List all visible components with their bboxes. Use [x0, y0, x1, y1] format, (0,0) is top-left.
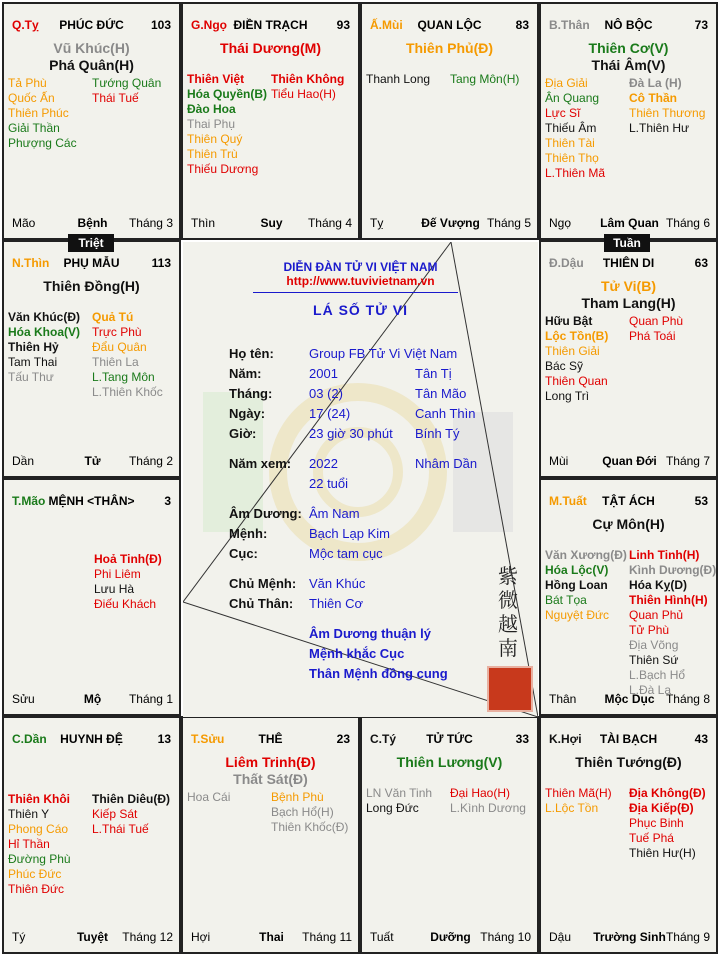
stem-branch: Ấ.Mùi: [370, 18, 403, 32]
life-phase: Tử: [84, 454, 101, 468]
info-value: Âm Nam: [309, 506, 360, 521]
minor-stars-left: [8, 310, 80, 385]
minor-star: Đường Phù: [8, 852, 71, 866]
minor-stars-right: [92, 792, 170, 837]
info-label: Ngày:: [229, 406, 266, 421]
minor-star: L.Thiên Khốc: [92, 385, 163, 399]
minor-star: L.Thái Tuế: [92, 822, 149, 836]
info-row: [183, 426, 538, 444]
palace-footer: [370, 216, 531, 230]
life-phase: Quan Đới: [602, 454, 657, 468]
life-phase: Bệnh: [77, 216, 108, 230]
info-row: [183, 506, 538, 524]
major-star: Phá Quân(H): [49, 57, 134, 73]
month-label: Tháng 6: [665, 216, 710, 230]
palace-name: THIÊN DI: [602, 256, 655, 270]
minor-star: L.Tang Môn: [92, 370, 155, 384]
major-star: Tử Vi(B): [601, 278, 656, 294]
month-label: Tháng 4: [307, 216, 352, 230]
minor-star: Long Đức: [366, 801, 419, 815]
major-star: Thái Dương(M): [220, 40, 321, 56]
minor-star: L.Thiên Hư: [629, 121, 690, 135]
minor-star: Hoa Cái: [187, 790, 231, 804]
minor-star: Quan Phù: [629, 314, 684, 328]
minor-star: Phúc Đức: [8, 867, 62, 881]
life-phase: Mộc Dục: [604, 692, 655, 706]
minor-star: Trực Phù: [92, 325, 142, 339]
palace-ty2[interactable]: [360, 716, 539, 954]
minor-star: Thiên Diêu(Đ): [92, 792, 170, 806]
info-label: Mệnh:: [229, 526, 268, 541]
major-star: Tham Lang(H): [581, 295, 676, 311]
info-value: 22 tuổi: [309, 476, 349, 491]
branch-label: Sửu: [12, 692, 35, 706]
chart-note: Mệnh khắc Cục: [309, 646, 405, 661]
branch-label: Thìn: [191, 216, 216, 230]
minor-stars-left: [545, 314, 608, 404]
minor-star: Thiếu Dương: [187, 162, 259, 176]
minor-stars-right: [450, 786, 526, 816]
life-phase: Lâm Quan: [600, 216, 659, 230]
major-star: Thiên Tướng(Đ): [575, 754, 682, 770]
branch-label: Dậu: [549, 930, 572, 944]
info-row: [183, 456, 538, 474]
branch-label: Tý: [12, 930, 26, 944]
minor-star: Thiên Tài: [545, 136, 595, 150]
minor-star: Lực Sĩ: [545, 106, 581, 120]
minor-star: Đà La (H): [629, 76, 682, 90]
minor-star: Bệnh Phù: [271, 790, 324, 804]
palace-footer: [12, 454, 173, 468]
minor-star: Tang Môn(H): [450, 72, 520, 86]
triet-tag: Triệt: [68, 234, 114, 252]
palace-footer: [549, 930, 710, 944]
palace-header: [549, 256, 708, 272]
branch-label: Tuất: [370, 930, 394, 944]
palace-footer: [549, 454, 710, 468]
branch-label: Thân: [549, 692, 577, 706]
minor-star: Thiên Quý: [187, 132, 243, 146]
minor-star: Lưu Hà: [94, 582, 135, 596]
minor-stars-right: [271, 72, 344, 102]
minor-star: Thiên Mã(H): [545, 786, 612, 800]
major-star: Thất Sát(Đ): [233, 771, 308, 787]
minor-stars-right: [92, 76, 161, 106]
life-phase: Tuyệt: [76, 930, 109, 944]
minor-stars-left: [366, 72, 430, 87]
dai-han-number: 103: [150, 18, 171, 32]
info-row: [183, 406, 538, 424]
minor-star: Thiên Thương: [629, 106, 706, 120]
info-value: Group FB Tử Vi Việt Nam: [309, 346, 458, 361]
info-value: 2001: [309, 366, 338, 381]
palace-footer: [191, 930, 352, 944]
palace-footer: [12, 692, 173, 706]
minor-star: Thiên Không: [271, 72, 345, 86]
info-label: Tháng:: [229, 386, 273, 401]
stem-branch: C.Tý: [370, 732, 397, 746]
minor-star: Hoả Tinh(Đ): [94, 552, 162, 566]
palace-name: NÔ BỘC: [604, 18, 653, 32]
stem-branch: C.Dần: [12, 732, 47, 746]
minor-star: Hóa Quyền(B): [187, 87, 268, 101]
month-label: Tháng 10: [480, 930, 531, 944]
minor-star: Quan Phủ: [629, 608, 684, 622]
minor-star: Phượng Các: [8, 136, 77, 150]
minor-star: Bát Tọa: [545, 593, 587, 607]
minor-star: Thiên Hỷ: [8, 340, 59, 354]
minor-star: Thiên Hư(H): [629, 846, 696, 860]
minor-stars-left: [366, 786, 432, 816]
minor-stars-right: [450, 72, 519, 87]
info-value: Mộc tam cục: [309, 546, 383, 561]
minor-star: L.Bạch Hổ: [629, 668, 686, 682]
month-label: Tháng 5: [486, 216, 531, 230]
minor-star: Kiếp Sát: [92, 807, 138, 821]
minor-star: Thiên Phúc: [8, 106, 69, 120]
minor-star: L.Thiên Mã: [545, 166, 606, 180]
minor-star: Thiên Khôi: [8, 792, 70, 806]
palace-name: HUYNH ĐỆ: [60, 732, 123, 746]
palace-dau[interactable]: [539, 240, 718, 478]
branch-label: Tỵ: [370, 216, 384, 230]
minor-star: Thiên Đức: [8, 882, 65, 896]
minor-star: Thiên Giải: [545, 344, 600, 358]
minor-star: Hỉ Thần: [8, 837, 50, 851]
minor-star: Đại Hao(H): [450, 786, 511, 800]
palace-header: [370, 732, 529, 748]
tuan-tag: Tuần: [604, 234, 650, 252]
major-star: Thiên Cơ(V): [588, 40, 669, 56]
major-star: Cự Môn(H): [592, 516, 665, 532]
info-label: Chủ Mệnh:: [229, 576, 297, 591]
dai-han-number: 83: [515, 18, 529, 32]
minor-star: Thiên La: [92, 355, 139, 369]
dai-han-number: 13: [157, 732, 171, 746]
major-star: Thái Âm(V): [591, 57, 666, 73]
minor-stars-right: [629, 548, 716, 698]
minor-star: Điếu Khách: [94, 597, 157, 611]
palace-thin[interactable]: [2, 240, 181, 478]
dai-han-number: 63: [694, 256, 708, 270]
chart-note: Thân Mệnh đồng cung: [309, 666, 448, 681]
minor-star: Thiên Thọ: [545, 151, 599, 165]
info-row: [183, 576, 538, 594]
minor-star: Thiên Sứ: [629, 653, 679, 667]
stem-branch: K.Hợi: [549, 732, 582, 746]
minor-star: Văn Khúc(Đ): [8, 310, 80, 324]
info-row: [183, 526, 538, 544]
minor-star: Bác Sỹ: [545, 359, 584, 373]
info-value: 2022: [309, 456, 338, 471]
info-value: Thiên Cơ: [309, 596, 364, 611]
info-value-ganzhi: Tân Mão: [415, 386, 467, 401]
info-label: Năm:: [229, 366, 262, 381]
branch-label: Ngọ: [549, 216, 572, 230]
minor-star: Thiên Việt: [187, 72, 245, 86]
minor-star: Phong Cáo: [8, 822, 69, 836]
minor-stars-right: [629, 76, 705, 136]
month-label: Tháng 7: [665, 454, 710, 468]
info-row: [183, 346, 538, 364]
palace-name: TẬT ÁCH: [602, 494, 655, 508]
minor-star: Ân Quang: [545, 91, 600, 105]
minor-star: Linh Tinh(H): [629, 548, 700, 562]
palace-footer: [191, 216, 352, 230]
month-label: Tháng 8: [665, 692, 710, 706]
dai-han-number: 3: [164, 494, 171, 508]
minor-star: Tuế Phá: [629, 831, 674, 845]
minor-star: Địa Kiếp(Đ): [629, 801, 694, 815]
palace-header: [549, 494, 708, 510]
minor-star: Hóa Kỵ(D): [629, 578, 688, 592]
palace-header: [370, 18, 529, 34]
vertical-brand-text: 紫 微 越 南: [498, 564, 518, 660]
palace-suu[interactable]: [181, 716, 360, 954]
center-info-panel: [183, 242, 538, 717]
palace-name: PHÚC ĐỨC: [59, 18, 124, 32]
stem-branch: T.Mão: [12, 494, 46, 508]
month-label: Tháng 1: [128, 692, 173, 706]
info-row: [183, 366, 538, 384]
minor-star: Văn Xương(Đ): [545, 548, 627, 562]
palace-ty[interactable]: [2, 2, 181, 240]
minor-star: Thiên Y: [8, 807, 50, 821]
palace-name: THÊ: [258, 732, 283, 746]
minor-star: Tam Thai: [8, 355, 58, 369]
major-star: Liêm Trinh(Đ): [225, 754, 316, 770]
minor-stars-right: [94, 552, 162, 612]
minor-star: Thiên Quan: [545, 374, 608, 388]
month-label: Tháng 2: [128, 454, 173, 468]
minor-star: Thái Tuế: [92, 91, 139, 105]
month-label: Tháng 3: [128, 216, 173, 230]
minor-star: Thanh Long: [366, 72, 431, 86]
minor-stars-left: [545, 548, 627, 623]
major-star: Thiên Phủ(Đ): [405, 40, 494, 56]
palace-dan[interactable]: [2, 716, 181, 954]
dai-han-number: 53: [694, 494, 708, 508]
palace-name: QUAN LỘC: [417, 18, 482, 32]
minor-stars-right: [92, 310, 163, 400]
stem-branch: N.Thìn: [12, 256, 50, 270]
minor-star: Thiên Khốc(Đ): [271, 820, 349, 834]
major-star: Thiên Lương(V): [396, 754, 503, 770]
minor-stars-right: [629, 786, 706, 861]
life-phase: Mộ: [83, 692, 102, 706]
life-phase: Suy: [260, 216, 283, 230]
palace-than[interactable]: [539, 2, 718, 240]
palace-header: [191, 732, 350, 748]
minor-star: Nguyệt Đức: [545, 608, 610, 622]
info-label: Giờ:: [229, 426, 257, 441]
palace-footer: [370, 930, 531, 944]
minor-star: L.Kình Dương: [450, 801, 526, 815]
stem-branch: T.Sửu: [191, 732, 225, 746]
palace-header: [12, 732, 171, 748]
palace-name: TỬ TỨC: [426, 732, 473, 746]
info-label: Chủ Thân:: [229, 596, 294, 611]
minor-star: Tử Phù: [629, 623, 670, 637]
palace-header: [549, 732, 708, 748]
palace-ngo[interactable]: [181, 2, 360, 240]
info-row: [183, 386, 538, 404]
major-star: Thiên Đồng(H): [43, 278, 140, 294]
dai-han-number: 33: [515, 732, 529, 746]
minor-star: Kình Dương(Đ): [629, 563, 717, 577]
palace-name: TÀI BẠCH: [599, 732, 658, 746]
minor-star: Phi Liêm: [94, 567, 141, 581]
minor-stars-left: [8, 76, 77, 151]
info-value: Văn Khúc: [309, 576, 366, 591]
minor-star: Đẩu Quân: [92, 340, 147, 354]
life-phase: Trường Sinh: [593, 930, 666, 944]
branch-label: Hợi: [191, 930, 211, 944]
info-row: [183, 476, 538, 494]
palace-header: [12, 256, 171, 272]
minor-stars-left: [8, 792, 71, 897]
branch-label: Dần: [12, 454, 35, 468]
month-label: Tháng 11: [302, 930, 352, 944]
minor-star: Hóa Khoa(V): [8, 325, 80, 339]
palace-footer: [12, 930, 173, 944]
life-phase: Dưỡng: [430, 930, 471, 944]
minor-star: LN Văn Tinh: [366, 786, 433, 800]
minor-star: Địa Võng: [629, 638, 679, 652]
minor-star: Thiếu Âm: [545, 121, 597, 135]
minor-star: Địa Không(Đ): [629, 786, 706, 800]
info-value-ganzhi: Tân Tị: [415, 366, 452, 381]
info-value: Bạch Lạp Kim: [309, 526, 390, 541]
palace-header: [191, 18, 350, 34]
info-label: Âm Dương:: [229, 506, 302, 521]
palace-name: ĐIỀN TRẠCH: [233, 18, 308, 32]
dai-han-number: 113: [151, 256, 171, 270]
info-label: Năm xem:: [229, 456, 292, 471]
chart-note: Âm Dương thuận lý: [309, 626, 431, 641]
info-label: Họ tên:: [229, 346, 274, 361]
month-label: Tháng 9: [665, 930, 710, 944]
minor-star: Phục Binh: [629, 816, 684, 830]
dai-han-number: 73: [694, 18, 708, 32]
palace-header: [549, 18, 708, 34]
minor-stars-left: [187, 790, 230, 805]
dai-han-number: 93: [336, 18, 350, 32]
branch-label: Mùi: [549, 454, 569, 468]
divider: [253, 292, 458, 293]
palace-tuat[interactable]: [539, 478, 718, 716]
minor-star: Phá Toái: [629, 329, 676, 343]
info-row: [183, 546, 538, 564]
palace-name: PHỤ MẪU: [63, 256, 120, 270]
minor-star: Thiên Hình(H): [629, 593, 708, 607]
dai-han-number: 23: [336, 732, 350, 746]
minor-star: Lộc Tồn(B): [545, 329, 609, 343]
minor-stars-left: [545, 786, 612, 816]
minor-star: Cô Thần: [629, 91, 677, 105]
minor-stars-left: [187, 72, 267, 177]
minor-star: Tả Phù: [8, 76, 47, 90]
minor-star: Giải Thần: [8, 121, 60, 135]
palace-footer: [549, 692, 710, 706]
info-value: 23 giờ 30 phút: [309, 426, 393, 441]
info-label: Cục:: [229, 546, 258, 561]
minor-stars-right: [629, 314, 683, 344]
dai-han-number: 43: [694, 732, 708, 746]
minor-star: Thai Phụ: [187, 117, 236, 131]
palace-mao[interactable]: [2, 478, 181, 716]
minor-star: Đào Hoa: [187, 102, 236, 116]
minor-star: Hóa Lộc(V): [545, 563, 609, 577]
minor-star: L.Lộc Tồn: [545, 801, 599, 815]
minor-star: Bạch Hổ(H): [271, 805, 334, 819]
life-phase: Thai: [259, 930, 284, 944]
chart-title: LÁ SỐ TỬ VI: [313, 302, 408, 318]
palace-header: [12, 18, 171, 34]
minor-star: Tấu Thư: [8, 370, 54, 384]
minor-star: Long Trì: [545, 389, 590, 403]
site-name: DIỄN ĐÀN TỬ VI VIỆT NAM: [283, 260, 438, 274]
palace-footer: [12, 216, 173, 230]
info-value: 17 (24): [309, 406, 351, 421]
minor-stars-left: [545, 76, 605, 181]
minor-star: Tướng Quân: [92, 76, 162, 90]
info-value-ganzhi: Nhâm Dần: [415, 456, 478, 471]
minor-star: Quả Tú: [92, 310, 134, 324]
minor-stars-right: [271, 790, 348, 835]
palace-hoi[interactable]: [539, 716, 718, 954]
life-phase: Đế Vượng: [421, 216, 480, 230]
minor-star: Quốc Ấn: [8, 91, 55, 105]
info-row: [183, 596, 538, 614]
minor-star: Địa Giải: [545, 76, 588, 90]
palace-mui[interactable]: [360, 2, 539, 240]
major-star: Vũ Khúc(H): [53, 40, 130, 56]
stem-branch: M.Tuất: [549, 494, 587, 508]
branch-label: Mão: [12, 216, 36, 230]
palace-footer: [549, 216, 710, 230]
month-label: Tháng 12: [122, 930, 173, 944]
stem-branch: G.Ngọ: [191, 18, 227, 32]
minor-star: Tiểu Hao(H): [271, 87, 336, 101]
info-value-ganzhi: Bính Tý: [415, 426, 460, 441]
minor-star: L.Đà La: [629, 683, 672, 697]
palace-header: [12, 494, 171, 510]
minor-star: Hồng Loan: [545, 578, 608, 592]
red-seal-stamp: [487, 666, 533, 712]
stem-branch: B.Thân: [549, 18, 590, 32]
stem-branch: Q.Tỵ: [12, 18, 39, 32]
palace-name: MỆNH <THÂN>: [48, 494, 135, 508]
minor-star: Hữu Bật: [545, 314, 593, 328]
info-value: 03 (2): [309, 386, 343, 401]
site-url[interactable]: http://www.tuvivietnam.vn: [286, 274, 435, 288]
stem-branch: Đ.Dậu: [549, 256, 584, 270]
info-value-ganzhi: Canh Thìn: [415, 406, 476, 421]
minor-star: Thiên Trù: [187, 147, 238, 161]
